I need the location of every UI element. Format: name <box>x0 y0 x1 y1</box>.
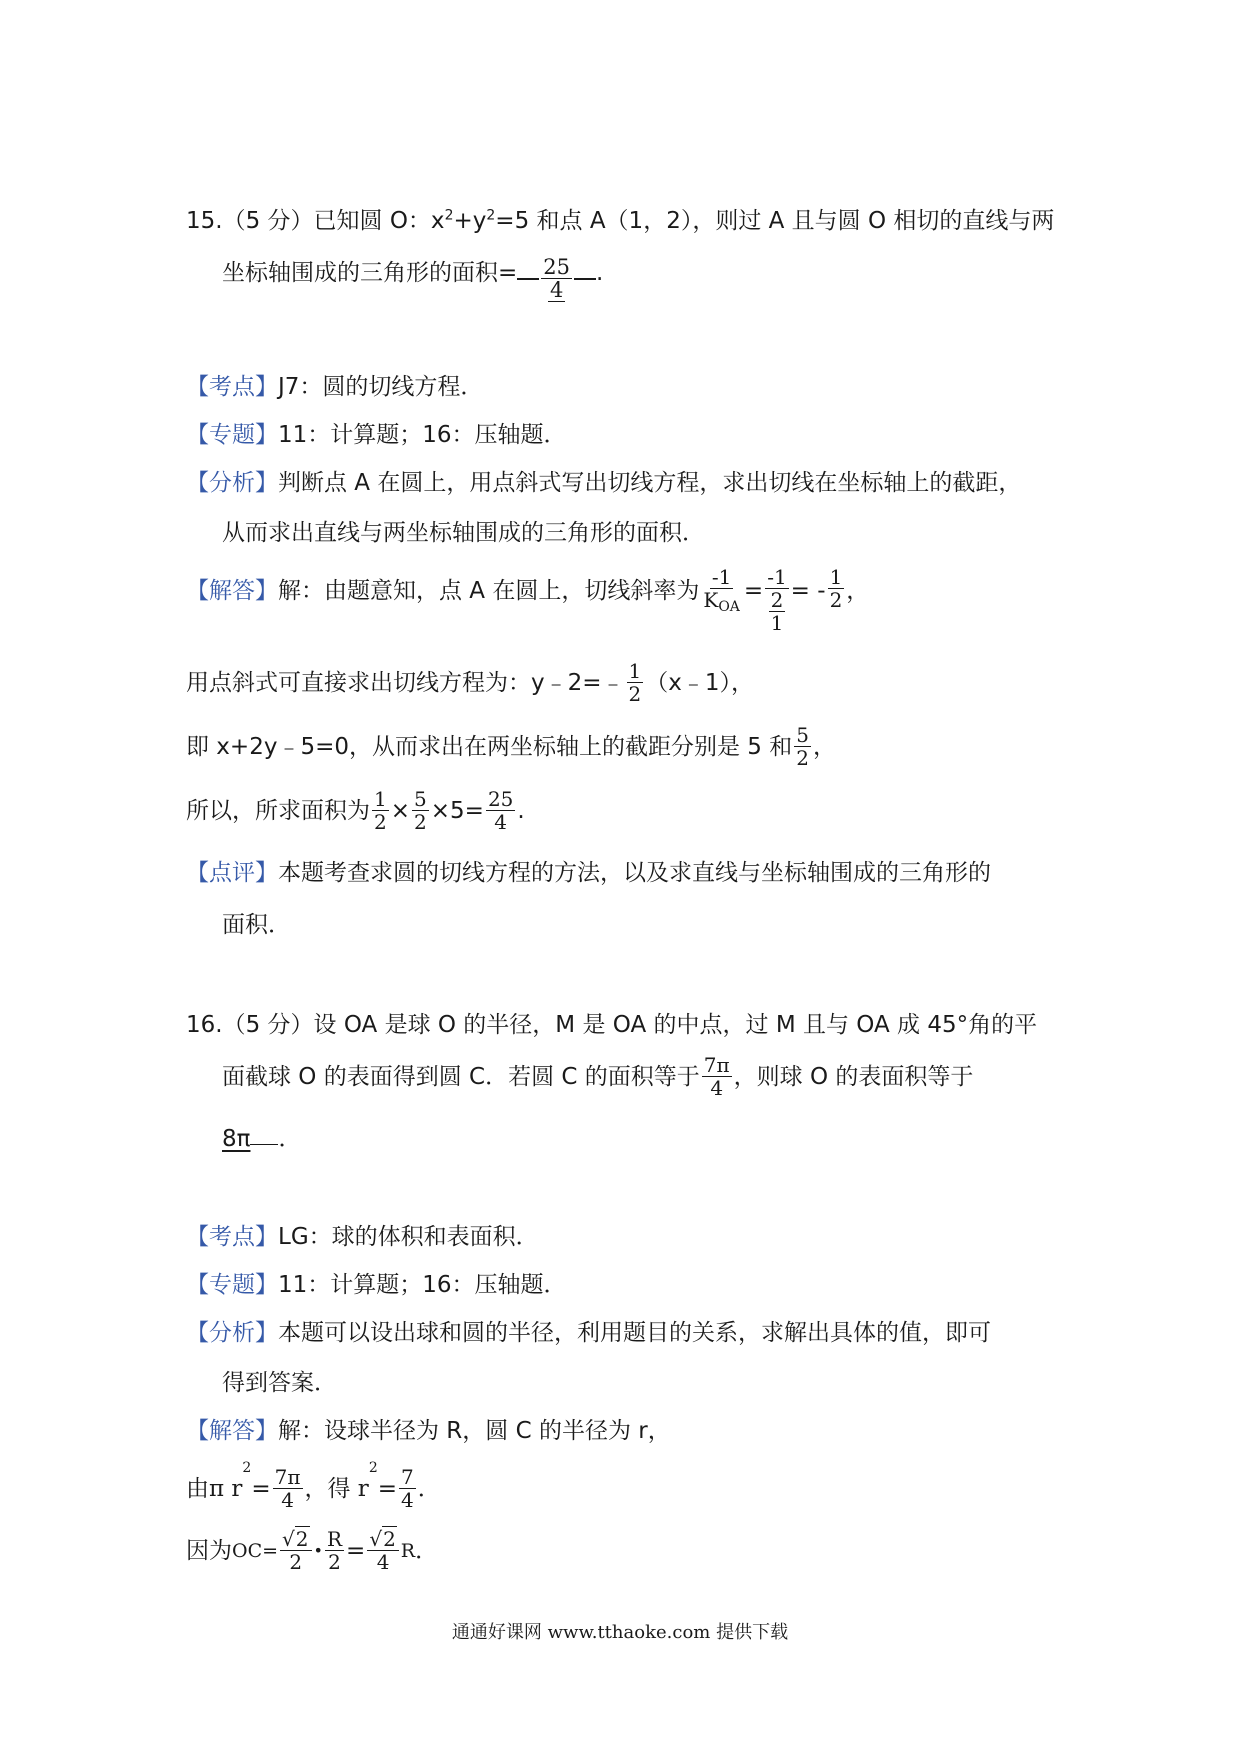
q16-jieda: 【解答】解：设球半径为 R，圆 C 的半径为 r， <box>186 1418 671 1444</box>
q15-jieda: 【解答】 解：由题意知，点 A 在圆上，切线斜率为 $\frac{-1}{K_{OA}}$ = $\frac{-1}{\frac{2}{1}}$ = - $\frac{1}{2}$ ， <box>186 565 870 635</box>
q16-oc: 因为 OC= $\frac{√2}{2}$ • $\frac{R}{2}$ = $\frac{√2}{4}$ R ． <box>186 1527 439 1574</box>
page-footer: 通通好课网 www.tthaoke.com 提供下载 <box>451 1622 789 1643</box>
q16-header: 16.（5 分）设 OA 是球 O 的半径，M 是 OA 的中点，过 M 且与 OA 成 45°角的平 <box>186 1012 1038 1038</box>
q15-intercept: 即 x+2y﹣5=0，从而求出在两坐标轴上的截距分别是 5 和 $\frac{5}{2}$ ， <box>186 723 836 770</box>
q15-answer-line: 坐标轴围成的三角形的面积= $\frac{25}{4}$ . <box>222 255 604 302</box>
q16-answer: 8π <box>222 1126 251 1152</box>
q15-dianping-cont: 面积． <box>222 912 291 938</box>
q16-kaodian: 【考点】LG：球的体积和表面积． <box>186 1224 539 1250</box>
slope-fraction-1: $\frac{-1}{K_{OA}}$ <box>703 565 740 615</box>
q16-fenxi: 【分析】本题可以设出球和圆的半径，利用题目的关系，求解出具体的值，即可 <box>186 1320 991 1346</box>
area-five-half-fraction: $\frac{5}{2}$ <box>414 787 427 834</box>
q15-fenxi-cont: 从而求出直线与两坐标轴围成的三角形的面积． <box>222 520 705 546</box>
area-half-fraction: $\frac{1}{2}$ <box>374 787 387 834</box>
five-half-fraction: $\frac{5}{2}$ <box>796 723 809 770</box>
slope-fraction-2: $\frac{-1}{\frac{2}{1}}$ <box>767 565 787 635</box>
q16-answer-line: 8π ． <box>222 1126 302 1152</box>
q15-kaodian: 【考点】J7：圆的切线方程． <box>186 374 484 400</box>
answer-blank <box>517 256 596 302</box>
q15-dianping: 【点评】本题考查求圆的切线方程的方法，以及求直线与坐标轴围成的三角形的 <box>186 860 991 886</box>
seven-fourth-fraction: $\frac{7}{4}$ <box>401 1465 414 1512</box>
sqrt2-quarter-fraction: $\frac{√2}{4}$ <box>367 1528 398 1573</box>
q15-fenxi: 【分析】判断点 A 在圆上，用点斜式写出切线方程，求出切线在坐标轴上的截距， <box>186 470 1022 496</box>
q16-line2: 面截球 O 的表面得到圆 C．若圆 C 的面积等于 $\frac{7\pi}{4}$ ，则球 O 的表面积等于 <box>222 1053 974 1100</box>
area-result-fraction: $\frac{25}{4}$ <box>487 787 514 834</box>
r-half-fraction: $\frac{R}{2}$ <box>326 1527 343 1574</box>
sqrt2-half-fraction: $\frac{√2}{2}$ <box>280 1528 311 1573</box>
q15-zhuanti: 【专题】11：计算题；16：压轴题． <box>186 422 567 448</box>
q15-header: 15.（5 分）已知圆 O：$x^2+y^2=5$ 和点 A（1，2），则过 A 且与圆 O 相切的直线与两 <box>186 207 1055 234</box>
answer-fraction: $\frac{25}{4}$ <box>543 255 571 302</box>
q16-pi-r2: 由π r 2 = $\frac{7\pi}{4}$ ，得 r 2 = $\frac{7}{4}$ ． <box>186 1460 441 1512</box>
seven-pi-fraction-2: $\frac{7\pi}{4}$ <box>274 1465 301 1512</box>
half-fraction: $\frac{1}{2}$ <box>829 565 843 612</box>
q16-zhuanti: 【专题】11：计算题；16：压轴题． <box>186 1272 567 1298</box>
q15-area: 所以，所求面积为 $\frac{1}{2}$ × $\frac{5}{2}$ ×5= $\frac{25}{4}$ . <box>186 787 525 834</box>
half-fraction-2: $\frac{1}{2}$ <box>628 659 642 706</box>
seven-pi-fraction: $\frac{7\pi}{4}$ <box>703 1053 730 1100</box>
q16-fenxi-cont: 得到答案． <box>222 1370 337 1396</box>
q15-line-eq: 用点斜式可直接求出切线方程为：y﹣2=﹣ $\frac{1}{2}$ （x﹣1）， <box>186 659 755 706</box>
